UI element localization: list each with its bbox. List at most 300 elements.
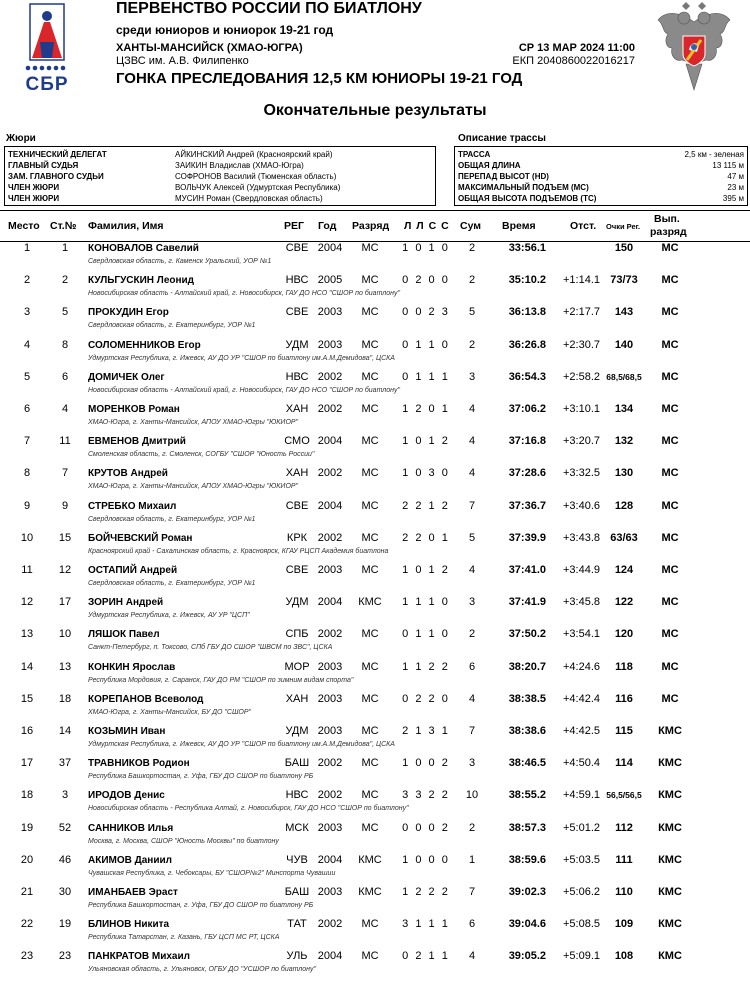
category-cell: КМС [658, 950, 682, 963]
year-cell: 2004 [317, 853, 343, 866]
rank-cell: МС [361, 757, 379, 770]
gap-cell: +3:20.7 [562, 435, 600, 448]
year-cell: 2002 [317, 467, 343, 480]
bib-cell: 46 [58, 853, 72, 866]
athlete-team: Свердловская область, г. Екатеринбург, УОР №1 [88, 322, 256, 330]
athlete-team: ХМАО-Югра, г. Ханты-Мансийск, АПОУ ХМАО-Югры "ЮКИОР" [88, 419, 299, 426]
athlete-team: Смоленская область, г. Смоленск, СОГБУ "СШОР "Юность России" [88, 451, 315, 459]
rank-cell: МС [361, 918, 379, 931]
table-row [0, 530, 750, 562]
shooting-cell: 0 0 0 2 [402, 821, 450, 834]
rank-cell: МС [361, 242, 379, 254]
athlete-name: КОНОВАЛОВ Савелий [88, 243, 199, 254]
rank-cell: КМС [358, 853, 382, 866]
points-cell: 143 [614, 306, 634, 319]
bib-cell: 30 [58, 886, 72, 898]
region-cell: УДМ [285, 338, 309, 351]
rank-cell: МС [361, 499, 379, 512]
jury-box [4, 146, 436, 206]
shooting-cell: 1 1 1 0 [402, 596, 450, 609]
region-cell: СВЕ [285, 306, 309, 319]
shooting-cell: 0 2 1 1 [402, 950, 450, 963]
place-cell: 12 [20, 596, 34, 609]
col-bib: Ст.№ [50, 220, 77, 232]
time-cell: 37:41.9 [508, 596, 546, 609]
athlete-name: ПАНКРАТОВ Михаил [88, 951, 190, 963]
year-cell: 2005 [317, 274, 343, 287]
athlete-team: Республика Башкортостан, г. Уфа, ГБУ ДО СШОР по биатлону РБ [88, 902, 314, 909]
penalty-sum-cell: 7 [468, 725, 476, 737]
course-value: 13 115 м [712, 161, 744, 170]
course-value: 2,5 км - зеленая [684, 150, 744, 159]
shooting-cell: 1 0 1 2 [402, 564, 450, 576]
course-box [454, 146, 748, 206]
time-cell: 37:50.2 [508, 628, 546, 641]
col-year: Год [318, 220, 337, 232]
bib-cell: 3 [61, 789, 69, 802]
athlete-team: Республика Башкортостан, г. Уфа, ГБУ ДО СШОР по биатлону РБ [88, 773, 314, 781]
table-row [0, 337, 750, 369]
course-key: МАКСИМАЛЬНЫЙ ПОДЪЕМ (МС) [458, 183, 589, 192]
place-cell: 8 [23, 467, 31, 480]
year-cell: 2003 [317, 725, 343, 737]
jury-person: ВОЛЬЧУК Алексей (Удмуртская Республика) [175, 183, 341, 192]
year-cell: 2002 [317, 403, 343, 415]
year-cell: 2004 [317, 950, 343, 963]
col-reg: РЕГ [284, 220, 304, 232]
category-cell: КМС [658, 725, 682, 737]
category-cell: КМС [658, 757, 682, 770]
shooting-cell: 3 3 2 2 [402, 789, 450, 802]
points-cell: 116 [615, 692, 633, 705]
athlete-team: Удмуртская Республика, г. Ижевск, АУ ДО УР "СШОР по биатлону им.А.М.Демидова", ЦСКА [88, 354, 395, 362]
gap-cell: +3:10.1 [562, 403, 600, 415]
place-cell: 16 [20, 725, 34, 737]
penalty-sum-cell: 2 [468, 628, 476, 641]
category-cell: МС [661, 338, 679, 351]
category-cell: МС [661, 274, 679, 287]
shooting-cell: 0 0 2 3 [402, 306, 450, 319]
time-cell: 36:54.3 [508, 370, 546, 383]
place-cell: 23 [20, 950, 34, 963]
gap-cell: +5:03.5 [562, 853, 600, 866]
place-cell: 18 [20, 789, 34, 802]
category-cell: МС [661, 564, 679, 576]
table-row [0, 755, 750, 787]
col-category-1: Вып. [654, 213, 680, 225]
rank-cell: МС [361, 531, 379, 544]
col-name: Фамилия, Имя [88, 220, 164, 232]
athlete-team: Новосибирская область - Алтайский край, г. Новосибирск, ГАУ ДО НСО "СШОР по биатлону" [88, 290, 400, 298]
time-cell: 35:10.2 [508, 274, 546, 287]
course-value: 23 м [727, 183, 744, 192]
region-cell: СПБ [285, 628, 309, 641]
time-cell: 33:56.1 [508, 242, 546, 254]
athlete-team: Свердловская область, г. Екатеринбург, УОР №1 [88, 580, 256, 587]
race-datetime: СР 13 МАР 2024 11:00 [518, 42, 635, 54]
category-cell: КМС [658, 789, 682, 802]
place-cell: 9 [23, 499, 31, 512]
table-row [0, 594, 750, 626]
gap-cell: +4:24.6 [562, 660, 600, 673]
time-cell: 36:13.8 [508, 306, 546, 319]
shooting-cell: 1 1 2 2 [402, 660, 450, 673]
gap-cell: +2:58.2 [562, 370, 600, 383]
penalty-sum-cell: 2 [468, 338, 476, 351]
time-cell: 37:16.8 [508, 435, 546, 448]
athlete-name: ЕВМЕНОВ Дмитрий [88, 436, 186, 448]
year-cell: 2002 [317, 628, 343, 641]
points-cell: 111 [615, 853, 633, 866]
col-gap: Отст. [570, 220, 597, 232]
bib-cell: 11 [59, 435, 71, 448]
athlete-name: ТРАВНИКОВ Родион [88, 758, 190, 770]
athlete-name: АКИМОВ Даниил [88, 854, 172, 866]
age-group-subtitle: среди юниоров и юниорок 19-21 год [116, 23, 334, 37]
bib-cell: 52 [58, 821, 72, 834]
time-cell: 37:28.6 [508, 467, 546, 480]
results-title: Окончательные результаты [263, 102, 487, 119]
points-cell: 73/73 [610, 274, 638, 287]
points-cell: 122 [614, 596, 634, 609]
points-cell: 128 [614, 499, 634, 512]
shooting-cell: 1 0 1 0 [402, 242, 450, 254]
bib-cell: 18 [58, 692, 72, 705]
place-cell: 20 [20, 853, 34, 866]
table-row [0, 433, 750, 465]
year-cell: 2004 [317, 499, 343, 512]
region-cell: СВЕ [285, 242, 309, 254]
shooting-cell: 2 2 1 2 [402, 499, 450, 512]
penalty-sum-cell: 3 [468, 596, 476, 609]
bib-cell: 17 [58, 596, 72, 609]
region-cell: ХАН [285, 692, 309, 705]
athlete-team: Красноярский край - Сахалинская область, г. Красноярск, КГАУ РЦСП Академия биатлона [88, 547, 389, 555]
region-cell: КРК [286, 531, 308, 544]
jury-role: ЧЛЕН ЖЮРИ [8, 194, 60, 203]
athlete-team: Удмуртская Республика, г. Ижевск, АУ УР "ЦСП" [88, 612, 250, 620]
year-cell: 2002 [317, 918, 343, 931]
time-cell: 38:59.6 [508, 853, 546, 866]
penalty-sum-cell: 4 [468, 403, 476, 415]
rank-cell: МС [361, 628, 379, 641]
bib-cell: 4 [61, 403, 69, 415]
athlete-name: ИРОДОВ Денис [88, 790, 165, 802]
place-cell: 10 [20, 531, 34, 544]
shooting-cell: 1 0 1 2 [402, 435, 450, 448]
region-cell: УДМ [285, 725, 309, 737]
year-cell: 2002 [317, 370, 343, 383]
time-cell: 37:06.2 [508, 403, 546, 415]
athlete-team: Чувашская Республика, г. Чебоксары, БУ "СШОР№2" Минспорта Чувашии [88, 869, 336, 877]
place-cell: 22 [20, 918, 34, 931]
jury-role: ЧЛЕН ЖЮРИ [8, 183, 60, 192]
jury-person: АЙКИНСКИЙ Андрей (Красноярский край) [175, 150, 333, 159]
category-cell: КМС [658, 886, 682, 898]
table-row [0, 884, 750, 916]
rank-cell: МС [361, 338, 379, 351]
bib-cell: 6 [61, 370, 69, 383]
athlete-team: Свердловская область, г. Каменск Уральский, УОР №1 [88, 258, 272, 265]
penalty-sum-cell: 4 [468, 692, 476, 705]
table-row [0, 401, 750, 433]
penalty-sum-cell: 2 [468, 274, 476, 287]
athlete-team: Новосибирская область - Алтайский край, г. Новосибирск, ГАУ ДО НСО "СШОР по биатлону" [88, 386, 400, 394]
gap-cell: +4:50.4 [562, 757, 600, 770]
athlete-name: БОЙЧЕВСКИЙ Роман [88, 532, 193, 544]
penalty-sum-cell: 1 [468, 853, 476, 866]
course-key: ОБЩАЯ ВЫСОТА ПОДЪЕМОВ (ТС) [458, 194, 597, 203]
rank-cell: МС [361, 692, 379, 705]
rank-cell: КМС [358, 886, 382, 898]
col-rank: Разряд [352, 220, 390, 232]
bib-cell: 15 [58, 531, 72, 544]
category-cell: МС [661, 403, 679, 415]
region-cell: БАШ [284, 757, 310, 770]
penalty-sum-cell: 5 [468, 306, 476, 319]
athlete-team: Свердловская область, г. Екатеринбург, УОР №1 [88, 515, 256, 523]
athlete-name: СТРЕБКО Михаил [88, 500, 177, 512]
bib-cell: 2 [61, 274, 69, 287]
year-cell: 2003 [317, 886, 343, 898]
shooting-cell: 1 0 0 2 [402, 757, 450, 770]
points-cell: 134 [614, 403, 634, 415]
gap-cell: +2:30.7 [562, 338, 600, 351]
athlete-team: Ульяновская область, г. Ульяновск, ОГБУ ДО "УСШОР по биатлону" [88, 966, 316, 974]
jury-role: ГЛАВНЫЙ СУДЬЯ [8, 161, 79, 170]
col-time: Время [502, 220, 536, 232]
shooting-cell: 1 0 0 0 [402, 853, 450, 866]
table-row [0, 723, 750, 755]
race-title: ГОНКА ПРЕСЛЕДОВАНИЯ 12,5 КМ ЮНИОРЫ 19-21 ГОД [116, 70, 523, 87]
col-category-2: разряд [650, 226, 687, 238]
gap-cell: +3:43.8 [562, 531, 600, 544]
jury-person: ЗАИКИН Владислав (ХМАО-Югра) [175, 161, 304, 170]
category-cell: МС [661, 692, 679, 705]
category-cell: МС [661, 499, 679, 512]
points-cell: 109 [614, 918, 634, 931]
bib-cell: 9 [61, 499, 69, 512]
region-cell: ТАТ [287, 918, 307, 931]
table-row [0, 465, 750, 497]
time-cell: 39:02.3 [508, 886, 546, 898]
rank-cell: МС [361, 950, 379, 963]
bib-cell: 5 [61, 306, 69, 319]
gap-cell: +2:17.7 [562, 306, 600, 319]
jury-person: СОФРОНОВ Василий (Тюменская область) [175, 172, 337, 181]
athlete-name: КУЛЬГУСКИН Леонид [88, 275, 195, 287]
place-cell: 7 [23, 435, 31, 448]
rank-cell: МС [361, 725, 379, 737]
region-cell: ЧУВ [286, 853, 308, 866]
bib-cell: 14 [58, 725, 72, 737]
penalty-sum-cell: 7 [468, 886, 476, 898]
category-cell: КМС [658, 918, 682, 931]
penalty-sum-cell: 5 [468, 531, 476, 544]
rank-cell: КМС [358, 596, 382, 609]
table-row [0, 562, 750, 594]
shooting-cell: 2 2 0 1 [402, 531, 450, 544]
col-shooting: Л Л С С [404, 220, 450, 232]
bib-cell: 19 [58, 918, 72, 931]
year-cell: 2003 [317, 338, 343, 351]
place-cell: 13 [20, 628, 34, 641]
penalty-sum-cell: 4 [468, 564, 476, 576]
results-table-header [0, 210, 750, 242]
penalty-sum-cell: 7 [468, 499, 476, 512]
place-cell: 21 [20, 886, 34, 898]
bib-cell: 1 [61, 242, 69, 254]
points-cell: 112 [615, 821, 633, 834]
time-cell: 37:39.9 [508, 531, 546, 544]
bib-cell: 10 [58, 628, 72, 641]
athlete-name: САННИКОВ Илья [88, 822, 174, 834]
bib-cell: 7 [61, 467, 69, 480]
shooting-cell: 0 1 1 0 [402, 628, 450, 641]
gap-cell: +4:42.4 [562, 692, 600, 705]
col-points: Очки Рег. [606, 222, 641, 231]
rank-cell: МС [361, 660, 379, 673]
points-cell: 120 [614, 628, 634, 641]
time-cell: 38:55.2 [508, 789, 546, 802]
penalty-sum-cell: 3 [468, 370, 476, 383]
jury-title: Жюри [6, 133, 36, 144]
category-cell: МС [661, 467, 679, 480]
gap-cell: +4:42.5 [562, 725, 600, 737]
year-cell: 2003 [317, 564, 343, 576]
bib-cell: 13 [58, 660, 72, 673]
table-row [0, 691, 750, 723]
athlete-team: ХМАО-Югра, г. Ханты-Мансийск, АПОУ ХМАО-Югры "ЮКИОР" [88, 483, 299, 491]
points-cell: 114 [615, 757, 633, 770]
region-cell: ХАН [285, 467, 309, 480]
points-cell: 68,5/68,5 [606, 371, 642, 382]
course-title: Описание трассы [458, 133, 546, 144]
gap-cell: +5:01.2 [562, 821, 600, 834]
table-row [0, 820, 750, 852]
bib-cell: 8 [61, 338, 69, 351]
athlete-team: ХМАО-Югра, г. Ханты-Мансийск, БУ ДО "СШОР" [88, 708, 252, 716]
year-cell: 2002 [317, 757, 343, 770]
table-row [0, 659, 750, 691]
points-cell: 118 [615, 660, 633, 673]
time-cell: 37:36.7 [508, 499, 546, 512]
rank-cell: МС [361, 564, 379, 576]
shooting-cell: 2 1 3 1 [402, 725, 450, 737]
penalty-sum-cell: 10 [465, 789, 479, 802]
category-cell: МС [661, 242, 679, 254]
penalty-sum-cell: 4 [468, 435, 476, 448]
table-row [0, 369, 750, 401]
place-cell: 17 [20, 757, 34, 770]
place-cell: 3 [23, 306, 31, 319]
table-row [0, 626, 750, 658]
course-value: 47 м [727, 172, 744, 181]
rank-cell: МС [361, 274, 379, 287]
place-cell: 14 [20, 660, 34, 673]
gap-cell: +3:45.8 [562, 596, 600, 609]
year-cell: 2003 [317, 306, 343, 319]
course-key: ПЕРЕПАД ВЫСОТ (HD) [458, 172, 549, 181]
athlete-name: ДОМИЧЕК Олег [88, 371, 165, 383]
athlete-team: Республика Татарстан, г. Казань, ГБУ ЦСП МС РТ, ЦСКА [88, 934, 280, 942]
rank-cell: МС [361, 403, 379, 415]
jury-role: ТЕХНИЧЕСКИЙ ДЕЛЕГАТ [8, 150, 107, 159]
gap-cell: +3:40.6 [562, 499, 600, 512]
penalty-sum-cell: 3 [468, 757, 476, 770]
athlete-team: Удмуртская Республика, г. Ижевск, АУ ДО УР "СШОР по биатлону им.А.М.Демидова", ЦСКА [88, 741, 395, 748]
athlete-name: ЛЯШОК Павел [88, 629, 160, 641]
shooting-cell: 1 2 0 1 [402, 403, 450, 415]
points-cell: 63/63 [610, 531, 638, 544]
penalty-sum-cell: 2 [468, 242, 476, 254]
sbr-logo-text: СБР [25, 74, 69, 95]
athlete-team: Санкт-Петербург, п. Токсово, СПб ГБУ ДО СШОР "ШВСМ по ЗВС", ЦСКА [88, 644, 333, 652]
shooting-cell: 1 2 2 2 [402, 886, 450, 898]
athlete-team: Новосибирская область - Республика Алтай, г. Новосибирск, ГАУ ДО НСО "СШОР по биатлону" [88, 805, 409, 813]
penalty-sum-cell: 6 [468, 660, 476, 673]
rank-cell: МС [361, 370, 379, 383]
gap-cell: +5:08.5 [562, 918, 600, 931]
category-cell: МС [661, 435, 679, 448]
category-cell: МС [661, 596, 679, 609]
time-cell: 37:41.0 [508, 564, 546, 576]
shooting-cell: 1 0 3 0 [402, 467, 450, 480]
athlete-name: ПРОКУДИН Егор [88, 307, 169, 319]
category-cell: КМС [658, 821, 682, 834]
athlete-name: КОЗЬМИН Иван [88, 726, 166, 737]
region-cell: СМО [284, 435, 310, 448]
place-cell: 4 [23, 338, 31, 351]
table-row [0, 852, 750, 884]
time-cell: 39:05.2 [508, 950, 546, 963]
region-cell: УДМ [285, 596, 309, 609]
category-cell: МС [661, 660, 679, 673]
points-cell: 124 [614, 564, 634, 576]
table-row [0, 916, 750, 948]
place-cell: 19 [20, 821, 34, 834]
time-cell: 38:38.5 [508, 692, 546, 705]
rank-cell: МС [361, 306, 379, 319]
region-cell: ХАН [285, 403, 309, 415]
location: ХАНТЫ-МАНСИЙСК (ХМАО-ЮГРА) [116, 42, 303, 54]
place-cell: 6 [23, 403, 31, 415]
region-cell: УЛЬ [286, 950, 308, 963]
year-cell: 2004 [317, 596, 343, 609]
region-cell: НВС [285, 370, 309, 383]
category-cell: МС [661, 370, 679, 383]
place-cell: 15 [20, 692, 34, 705]
penalty-sum-cell: 6 [468, 918, 476, 931]
bib-cell: 37 [58, 757, 72, 770]
time-cell: 38:46.5 [508, 757, 546, 770]
sbr-logo [22, 2, 72, 94]
shooting-cell: 0 2 0 0 [402, 274, 450, 287]
year-cell: 2003 [317, 821, 343, 834]
rank-cell: МС [361, 789, 379, 802]
course-key: ОБЩАЯ ДЛИНА [458, 161, 521, 170]
region-cell: НВС [285, 789, 309, 802]
region-cell: СВЕ [285, 499, 309, 512]
gap-cell: +4:59.1 [562, 789, 600, 802]
gap-cell: +5:06.2 [562, 886, 600, 898]
gap-cell: +3:32.5 [562, 467, 600, 480]
table-row [0, 272, 750, 304]
year-cell: 2004 [317, 435, 343, 448]
bib-cell: 12 [58, 564, 72, 576]
ekp-number: ЕКП 2040860022016217 [512, 55, 635, 67]
points-cell: 150 [614, 242, 634, 254]
